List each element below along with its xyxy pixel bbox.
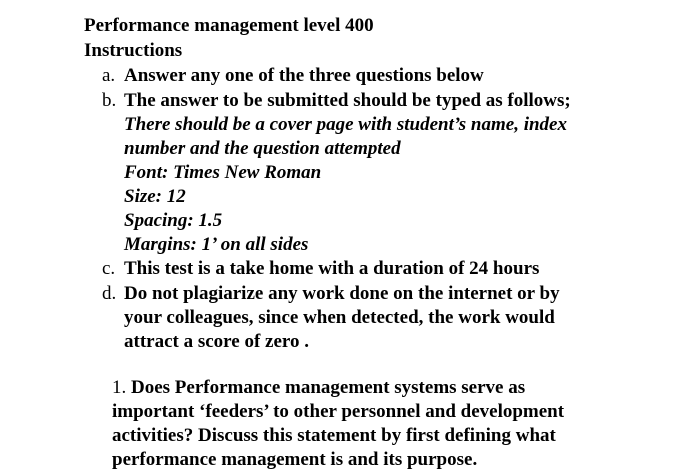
instruction-text: This test is a take home with a duration of 24 hours	[124, 258, 540, 279]
format-font: Font: Times New Roman	[124, 162, 322, 183]
list-marker: c.	[102, 258, 116, 279]
question-text: important ‘feeders’ to other personnel and development	[112, 401, 565, 422]
format-spacing: Spacing: 1.5	[124, 210, 223, 231]
instruction-text: Do not plagiarize any work done on the internet or by	[124, 283, 560, 304]
list-marker: b.	[102, 90, 117, 111]
list-marker: d.	[102, 283, 117, 304]
format-margins: Margins: 1’ on all sides	[124, 234, 309, 255]
question-text: activities? Discuss this statement by first defining what	[112, 425, 556, 446]
question-1	[112, 376, 564, 472]
instructions-heading: Instructions	[84, 40, 183, 61]
instruction-text: The answer to be submitted should be typed as follows;	[124, 90, 571, 111]
format-requirement: number and the question attempted	[124, 138, 401, 159]
list-marker: a.	[102, 65, 116, 86]
question-text: performance management is and its purpose.	[112, 449, 478, 470]
question-number: 1.	[112, 377, 127, 398]
instruction-text: your colleagues, since when detected, the work would	[124, 307, 555, 328]
question-text: Does Performance management systems serve as	[131, 377, 526, 398]
instruction-text: Answer any one of the three questions below	[124, 65, 484, 86]
document-title: Performance management level 400	[84, 15, 374, 36]
format-requirement: There should be a cover page with student’s name, index	[124, 114, 567, 135]
instruction-text: attract a score of zero .	[124, 331, 309, 352]
format-size: Size: 12	[124, 186, 186, 207]
